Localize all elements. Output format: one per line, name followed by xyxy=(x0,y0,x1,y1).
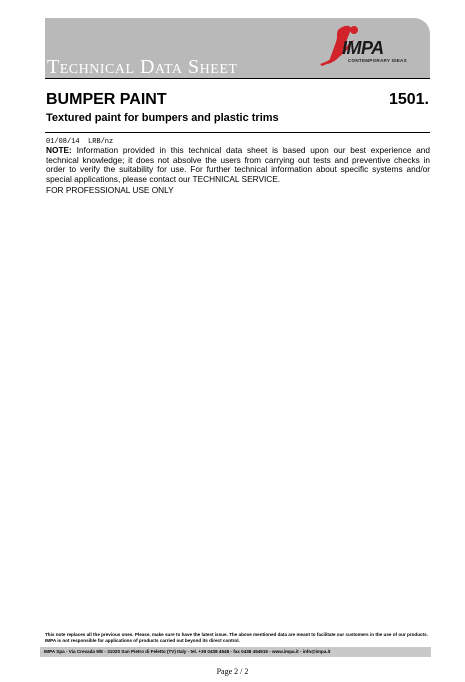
document-type-title: Technical Data Sheet xyxy=(47,56,238,78)
product-code: 1501. xyxy=(388,91,429,108)
header-band xyxy=(45,18,430,78)
page-number: Page 2 / 2 xyxy=(216,667,249,676)
product-name: BUMPER PAINT xyxy=(46,91,167,108)
professional-use-notice: FOR PROFESSIONAL USE ONLY xyxy=(46,185,174,195)
note-text: Information provided in this technical data sheet is based upon our best experience and technical knowledge; it does not absolve the users from carrying out tests and preventive checks in order to verify the suitability for use. For further technical information about specific systems and/or special applications, please contact our TECHNICAL SERVICE. xyxy=(46,145,430,184)
footer-band xyxy=(40,647,431,657)
footer-contact: IMPA Spa - Via Crevada 9/E - 31020 San Pietro di Feletto (TV) Italy - tel. +39 0438 4548 - fax 0438 454915 - www.impa.it - info@impa.it xyxy=(44,649,331,654)
note-label: NOTE: xyxy=(46,145,72,155)
revision-line: 01/08/14 LRB/nz xyxy=(46,138,114,146)
impa-logo xyxy=(314,22,414,74)
product-description: Textured paint for bumpers and plastic trims xyxy=(46,112,279,124)
logo-tagline: CONTEMPORARY IDEAS xyxy=(348,58,407,63)
disclaimer-note xyxy=(46,146,430,184)
header-rule xyxy=(45,78,430,79)
logo-wordmark: IMPA xyxy=(342,38,384,58)
footer-disclaimer: This note replaces all the previous ones. Please, make sure to have the latest issue. The above mentioned data are meant to facilitate our customers in the use of our products. IMPA is not responsible for applications of products carried out beyond its direct control. xyxy=(45,632,428,643)
section-rule xyxy=(45,132,430,133)
